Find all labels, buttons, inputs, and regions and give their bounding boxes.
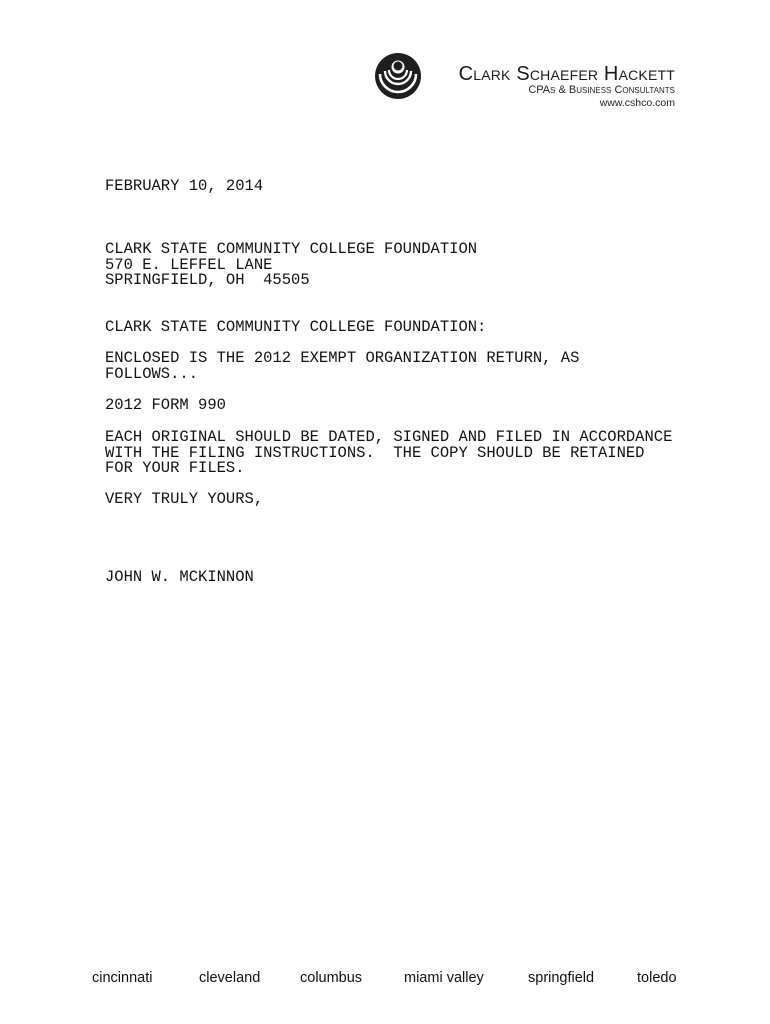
- address-line: CLARK STATE COMMUNITY COLLEGE FOUNDATION: [105, 240, 478, 258]
- footer-office: springfield: [528, 970, 595, 986]
- signer-name: JOHN W. MCKINNON: [105, 568, 254, 586]
- footer-office: columbus: [300, 970, 363, 986]
- firm-website: www.cshco.com: [599, 97, 675, 109]
- footer-office: cleveland: [199, 970, 261, 986]
- paragraph-line: FOR YOUR FILES.: [105, 459, 245, 478]
- address-line: 570 E. LEFFEL LANE: [105, 255, 273, 274]
- letter-date: FEBRUARY 10, 2014: [105, 177, 264, 195]
- paragraph-line: FOLLOWS...: [105, 364, 199, 383]
- footer-office: cincinnati: [92, 970, 153, 986]
- salutation: CLARK STATE COMMUNITY COLLEGE FOUNDATION:: [105, 318, 487, 336]
- paragraph-line: EACH ORIGINAL SHOULD BE DATED, SIGNED AND FILED IN ACCORDANCE: [105, 428, 673, 446]
- firm-tagline: CPAs & Business Consultants: [528, 84, 675, 96]
- closing: VERY TRULY YOURS,: [105, 490, 264, 508]
- form-line: 2012 FORM 990: [105, 396, 226, 414]
- footer-office: miami valley: [404, 970, 484, 986]
- footer-office: toledo: [637, 970, 677, 986]
- address-line: SPRINGFIELD, OH 45505: [105, 271, 310, 290]
- paragraph-line: WITH THE FILING INSTRUCTIONS. THE COPY SHOULD BE RETAINED: [105, 443, 645, 462]
- paragraph-line: ENCLOSED IS THE 2012 EXEMPT ORGANIZATION RETURN, AS: [105, 349, 580, 367]
- firm-name: Clark Schaefer Hackett: [458, 63, 675, 85]
- letter-body: [105, 0, 705, 620]
